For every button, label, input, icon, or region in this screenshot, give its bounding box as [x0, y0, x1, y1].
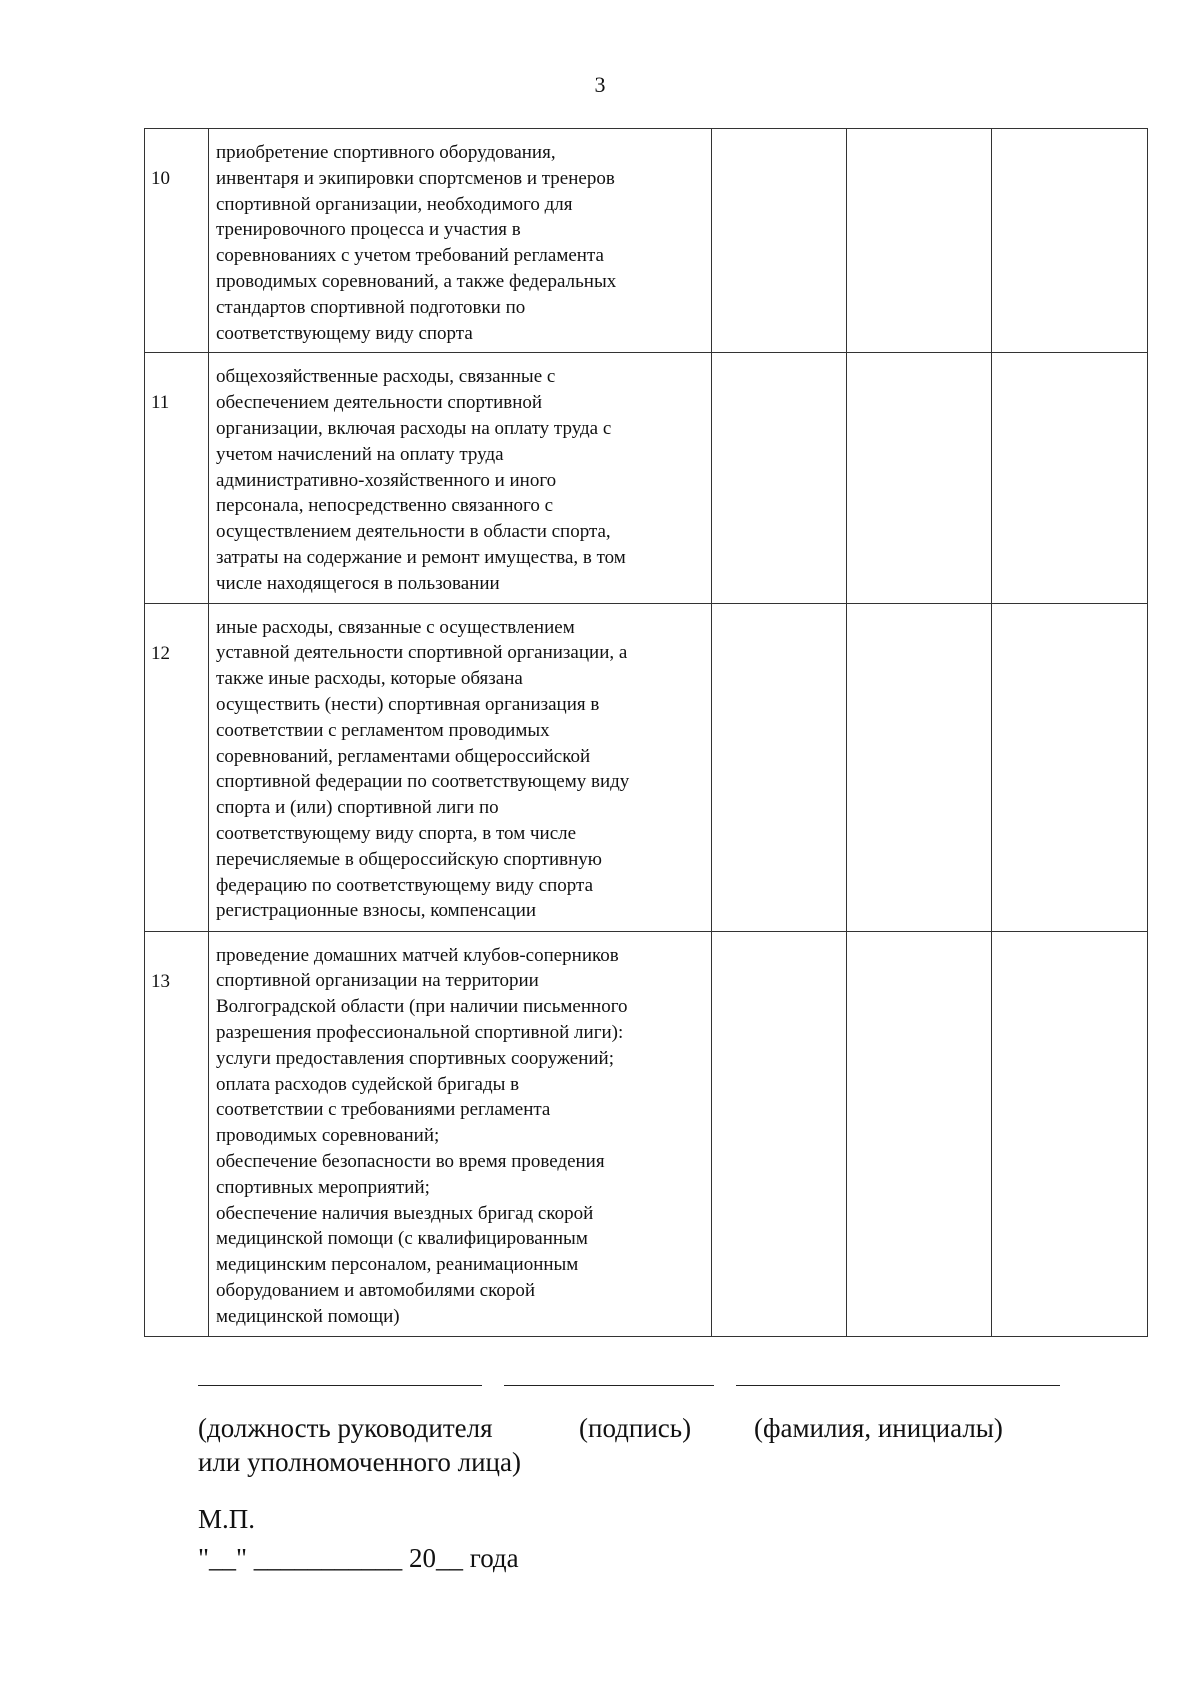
amount-cell: [992, 353, 1148, 603]
expense-description: проведение домашних матчей клубов-соперников спортивной организации на территории Волгоградской области (при наличии письменного разрешения профессиональной спортивной лиги): услуги предоставления спортивных сооружений; оплата расходов судейской бригады в соответствии с требованиями регламента проводимых соревнований; обеспечение безопасности во время проведения спортивных мероприятий; обеспечение наличия выездных бригад скорой медицинской помощи (с квалифицированным медицинским персоналом, реанимационным оборудованием и автомобилями скорой медицинской помощи): [209, 931, 712, 1336]
expense-description: общехозяйственные расходы, связанные с обеспечением деятельности спортивной организации, включая расходы на оплату труда с учетом начислений на оплату труда административно-хозяйственного и иного персонала, непосредственно связанного с осуществлением деятельности в области спорта, затраты на содержание и ремонт имущества, в том числе находящегося в пользовании: [209, 353, 712, 603]
signature-line: [504, 1385, 714, 1386]
position-caption: [198, 1411, 521, 1479]
position-signature-line: [198, 1385, 482, 1386]
amount-cell: [847, 931, 992, 1336]
amount-cell: [847, 603, 992, 931]
position-caption-line: (должность руководителя: [198, 1413, 493, 1443]
amount-cell: [712, 603, 847, 931]
amount-cell: [992, 603, 1148, 931]
amount-cell: [712, 129, 847, 353]
stamp-label: М.П.: [198, 1504, 256, 1534]
expense-description: приобретение спортивного оборудования, инвентаря и экипировки спортсменов и тренеров спортивной организации, необходимого для тренировочного процесса и участия в соревнованиях с учетом требований регламента проводимых соревнований, а также федеральных стандартов спортивной подготовки по соответствующему виду спорта: [209, 129, 712, 353]
page-number: 3: [594, 72, 606, 97]
signature-block: [198, 1385, 1098, 1505]
expense-table: [144, 128, 1148, 1337]
row-number: 13: [145, 931, 209, 1336]
position-caption-line: или уполномоченного лица): [198, 1447, 521, 1477]
date-line: "__" ___________ 20__ года: [198, 1543, 519, 1573]
amount-cell: [847, 129, 992, 353]
amount-cell: [712, 931, 847, 1336]
name-caption: (фамилия, инициалы): [754, 1413, 1003, 1443]
table-row: [145, 603, 1148, 931]
table-row: [145, 931, 1148, 1336]
row-number: 10: [145, 129, 209, 353]
signature-caption: (подпись): [579, 1413, 692, 1443]
table-row: [145, 129, 1148, 353]
row-number: 12: [145, 603, 209, 931]
amount-cell: [992, 129, 1148, 353]
name-signature-line: [736, 1385, 1060, 1386]
row-number: 11: [145, 353, 209, 603]
table-row: [145, 353, 1148, 603]
amount-cell: [847, 353, 992, 603]
amount-cell: [992, 931, 1148, 1336]
amount-cell: [712, 353, 847, 603]
expense-description: иные расходы, связанные с осуществлением уставной деятельности спортивной организации, а также иные расходы, которые обязана осуществить (нести) спортивная организация в соответствии с регламентом проводимых соревнований, регламентами общероссийской спортивной федерации по соответствующему виду спорта и (или) спортивной лиги по соответствующему виду спорта, в том числе перечисляемые в общероссийскую спортивную федерацию по соответствующему виду спорта регистрационные взносы, компенсации: [209, 603, 712, 931]
